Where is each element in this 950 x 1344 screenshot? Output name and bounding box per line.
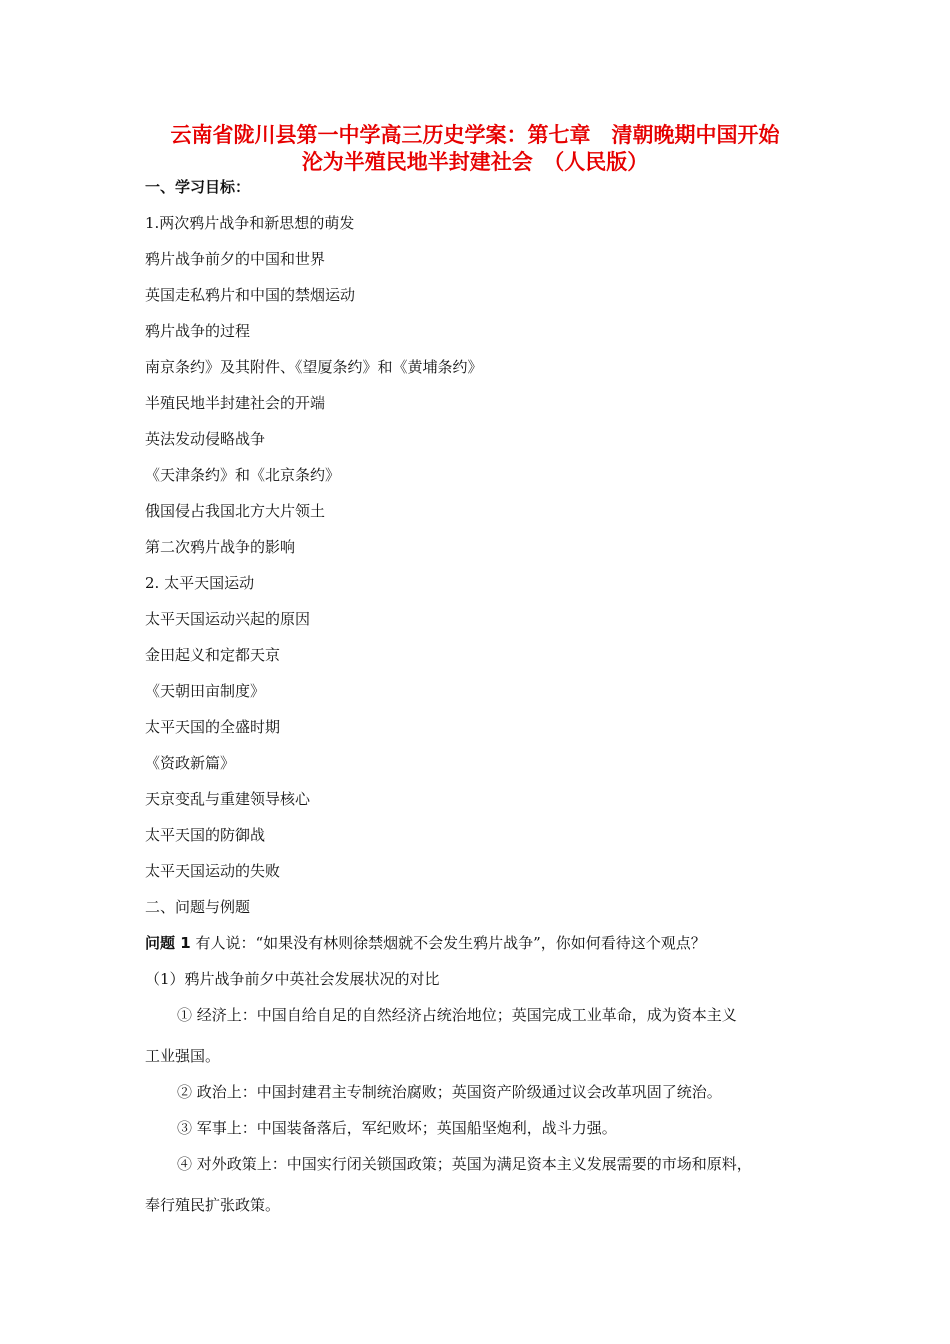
point-military: ③ 军事上：中国装备落后，军纪败坏；英国船坚炮利，战斗力强。 [177, 1119, 617, 1137]
objective-item: 半殖民地半封建社会的开端 [145, 394, 326, 412]
question-label: 问题 1 [145, 934, 191, 952]
document-title-line-2: 沦为半殖民地半封建社会 （人民版） [301, 150, 649, 174]
section-heading-questions: 二、问题与例题 [145, 898, 251, 916]
objective-item: 鸦片战争前夕的中国和世界 [145, 250, 326, 268]
point-politics: ② 政治上：中国封建君主专制统治腐败；英国资产阶级通过议会改革巩固了统治。 [177, 1083, 722, 1101]
objective-item: 英国走私鸦片和中国的禁烟运动 [145, 286, 356, 304]
objective-item: 天京变乱与重建领导核心 [145, 790, 311, 808]
objective-item: 《天津条约》和《北京条约》 [145, 466, 341, 484]
objective-item: 太平天国的防御战 [145, 826, 266, 844]
objective-item: 鸦片战争的过程 [145, 322, 251, 340]
objective-item: 太平天国运动兴起的原因 [145, 610, 311, 628]
objective-item: 1.两次鸦片战争和新思想的萌发 [145, 214, 355, 232]
objective-item: 太平天国的全盛时期 [145, 718, 281, 736]
question-text: 有人说：“如果没有林则徐禁烟就不会发生鸦片战争”，你如何看待这个观点？ [190, 934, 706, 952]
objective-item: 太平天国运动的失败 [145, 862, 281, 880]
point-economy-continued: 工业强国。 [145, 1047, 221, 1065]
section-heading-objectives: 一、学习目标： [145, 178, 251, 196]
objective-item: 第二次鸦片战争的影响 [145, 538, 296, 556]
point-foreign-policy: ④ 对外政策上：中国实行闭关锁国政策；英国为满足资本主义发展需要的市场和原料， [177, 1155, 752, 1173]
point-economy: ① 经济上：中国自给自足的自然经济占统治地位；英国完成工业革命，成为资本主义 [177, 1006, 737, 1024]
point-foreign-policy-continued: 奉行殖民扩张政策。 [145, 1196, 281, 1214]
objective-item: 英法发动侵略战争 [145, 430, 266, 448]
objective-item: 《资政新篇》 [145, 754, 236, 772]
objective-item: 南京条约》及其附件、《望厦条约》和《黄埔条约》 [145, 358, 483, 376]
objective-item: 金田起义和定都天京 [145, 646, 281, 664]
document-title-line-1: 云南省陇川县第一中学高三历史学案：第七章 清朝晚期中国开始 [170, 123, 780, 147]
question-1 [145, 933, 706, 953]
objective-item: 《天朝田亩制度》 [145, 682, 266, 700]
objective-item: 2. 太平天国运动 [145, 574, 255, 592]
objective-item: 俄国侵占我国北方大片领土 [145, 502, 326, 520]
sub-heading-comparison: （1）鸦片战争前夕中英社会发展状况的对比 [145, 970, 440, 988]
